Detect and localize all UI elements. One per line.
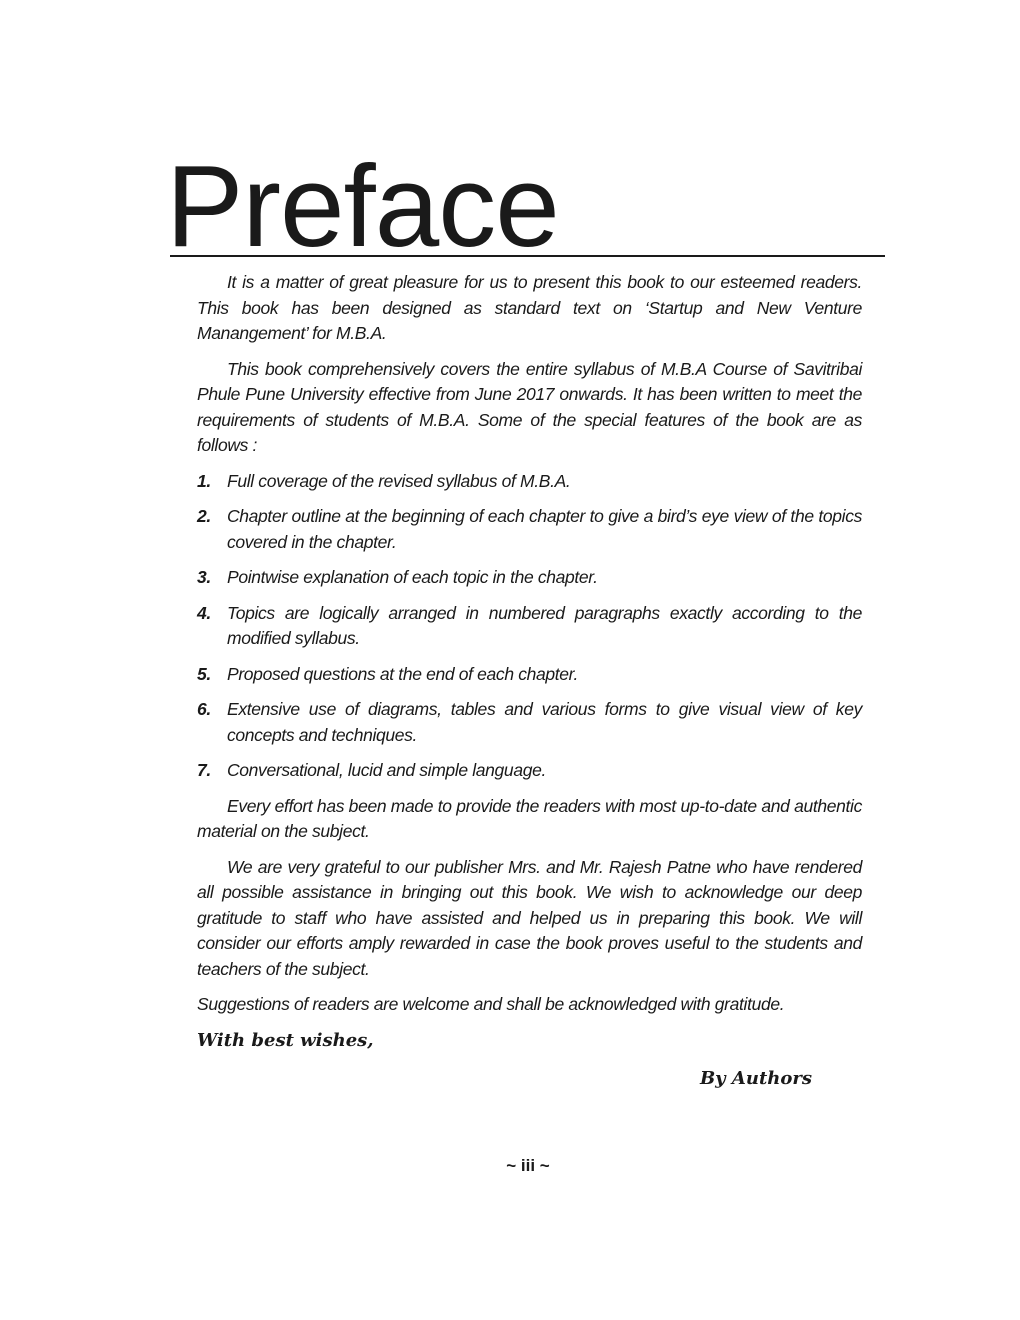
suggestions-paragraph: Suggestions of readers are welcome and shall be acknowledged with gratitude. [197,994,785,1014]
list-item [197,697,862,748]
closing-paragraph: Every effort has been made to provide the readers with most up-to-date and authentic material on the subject. [197,795,862,841]
list-item-number: 5. [197,663,211,684]
list-item-text: Extensive use of diagrams, tables and various forms to give visual view of key concepts and techniques. [227,699,862,745]
list-item-text: Topics are logically arranged in numbered paragraphs exactly according to the modified syllabus. [227,602,862,648]
list-item [197,565,862,591]
list-item-number: 3. [197,567,211,587]
list-item-text: Full coverage of the revised syllabus of M.B.A. [227,470,571,491]
intro-paragraph: This book comprehensively covers the entire syllabus of M.B.A Course of Savitribai Phule Pune University effective from June 2017 onwards. It has been written to meet the requirements of students of M.B.A. Some of the special features of the book are as follows : [197,358,862,455]
list-item [197,504,862,555]
list-item-number: 1. [197,470,211,491]
list-item-text: Pointwise explanation of each topic in the chapter. [227,567,598,587]
list-item [197,758,862,784]
list-item-number: 2. [197,506,211,526]
list-item [197,662,862,688]
list-item [197,469,862,495]
list-item [197,601,862,652]
list-item-number: 4. [197,602,211,623]
signoff: With best wishes, [197,1029,374,1051]
list-item-number: 7. [197,760,211,780]
features-list [197,469,862,784]
closing-paragraph: We are very grateful to our publisher Mrs. and Mr. Rajesh Patne who have rendered all possible assistance in bringing out this book. We wish to acknowledge our deep gratitude to staff who have assisted and helped us in preparing this book. We will consider our efforts amply rewarded in case the book proves useful to the students and teachers of the subject. [197,856,862,979]
preface-body [197,270,862,1092]
list-item-text: Proposed questions at the end of each chapter. [227,663,579,684]
page-number: ~ iii ~ [506,1156,550,1175]
page-title: Preface [166,141,559,271]
byline: By Authors [699,1067,812,1089]
list-item-number: 6. [197,699,211,719]
intro-paragraph: It is a matter of great pleasure for us to present this book to our esteemed readers. This book has been designed as standard text on ‘Startup and New Venture Manangement’ for M.B.A. [197,272,862,343]
title-underline [170,255,885,257]
list-item-text: Chapter outline at the beginning of each chapter to give a bird’s eye view of the topics covered in the chapter. [227,506,862,552]
list-item-text: Conversational, lucid and simple language. [227,760,546,780]
